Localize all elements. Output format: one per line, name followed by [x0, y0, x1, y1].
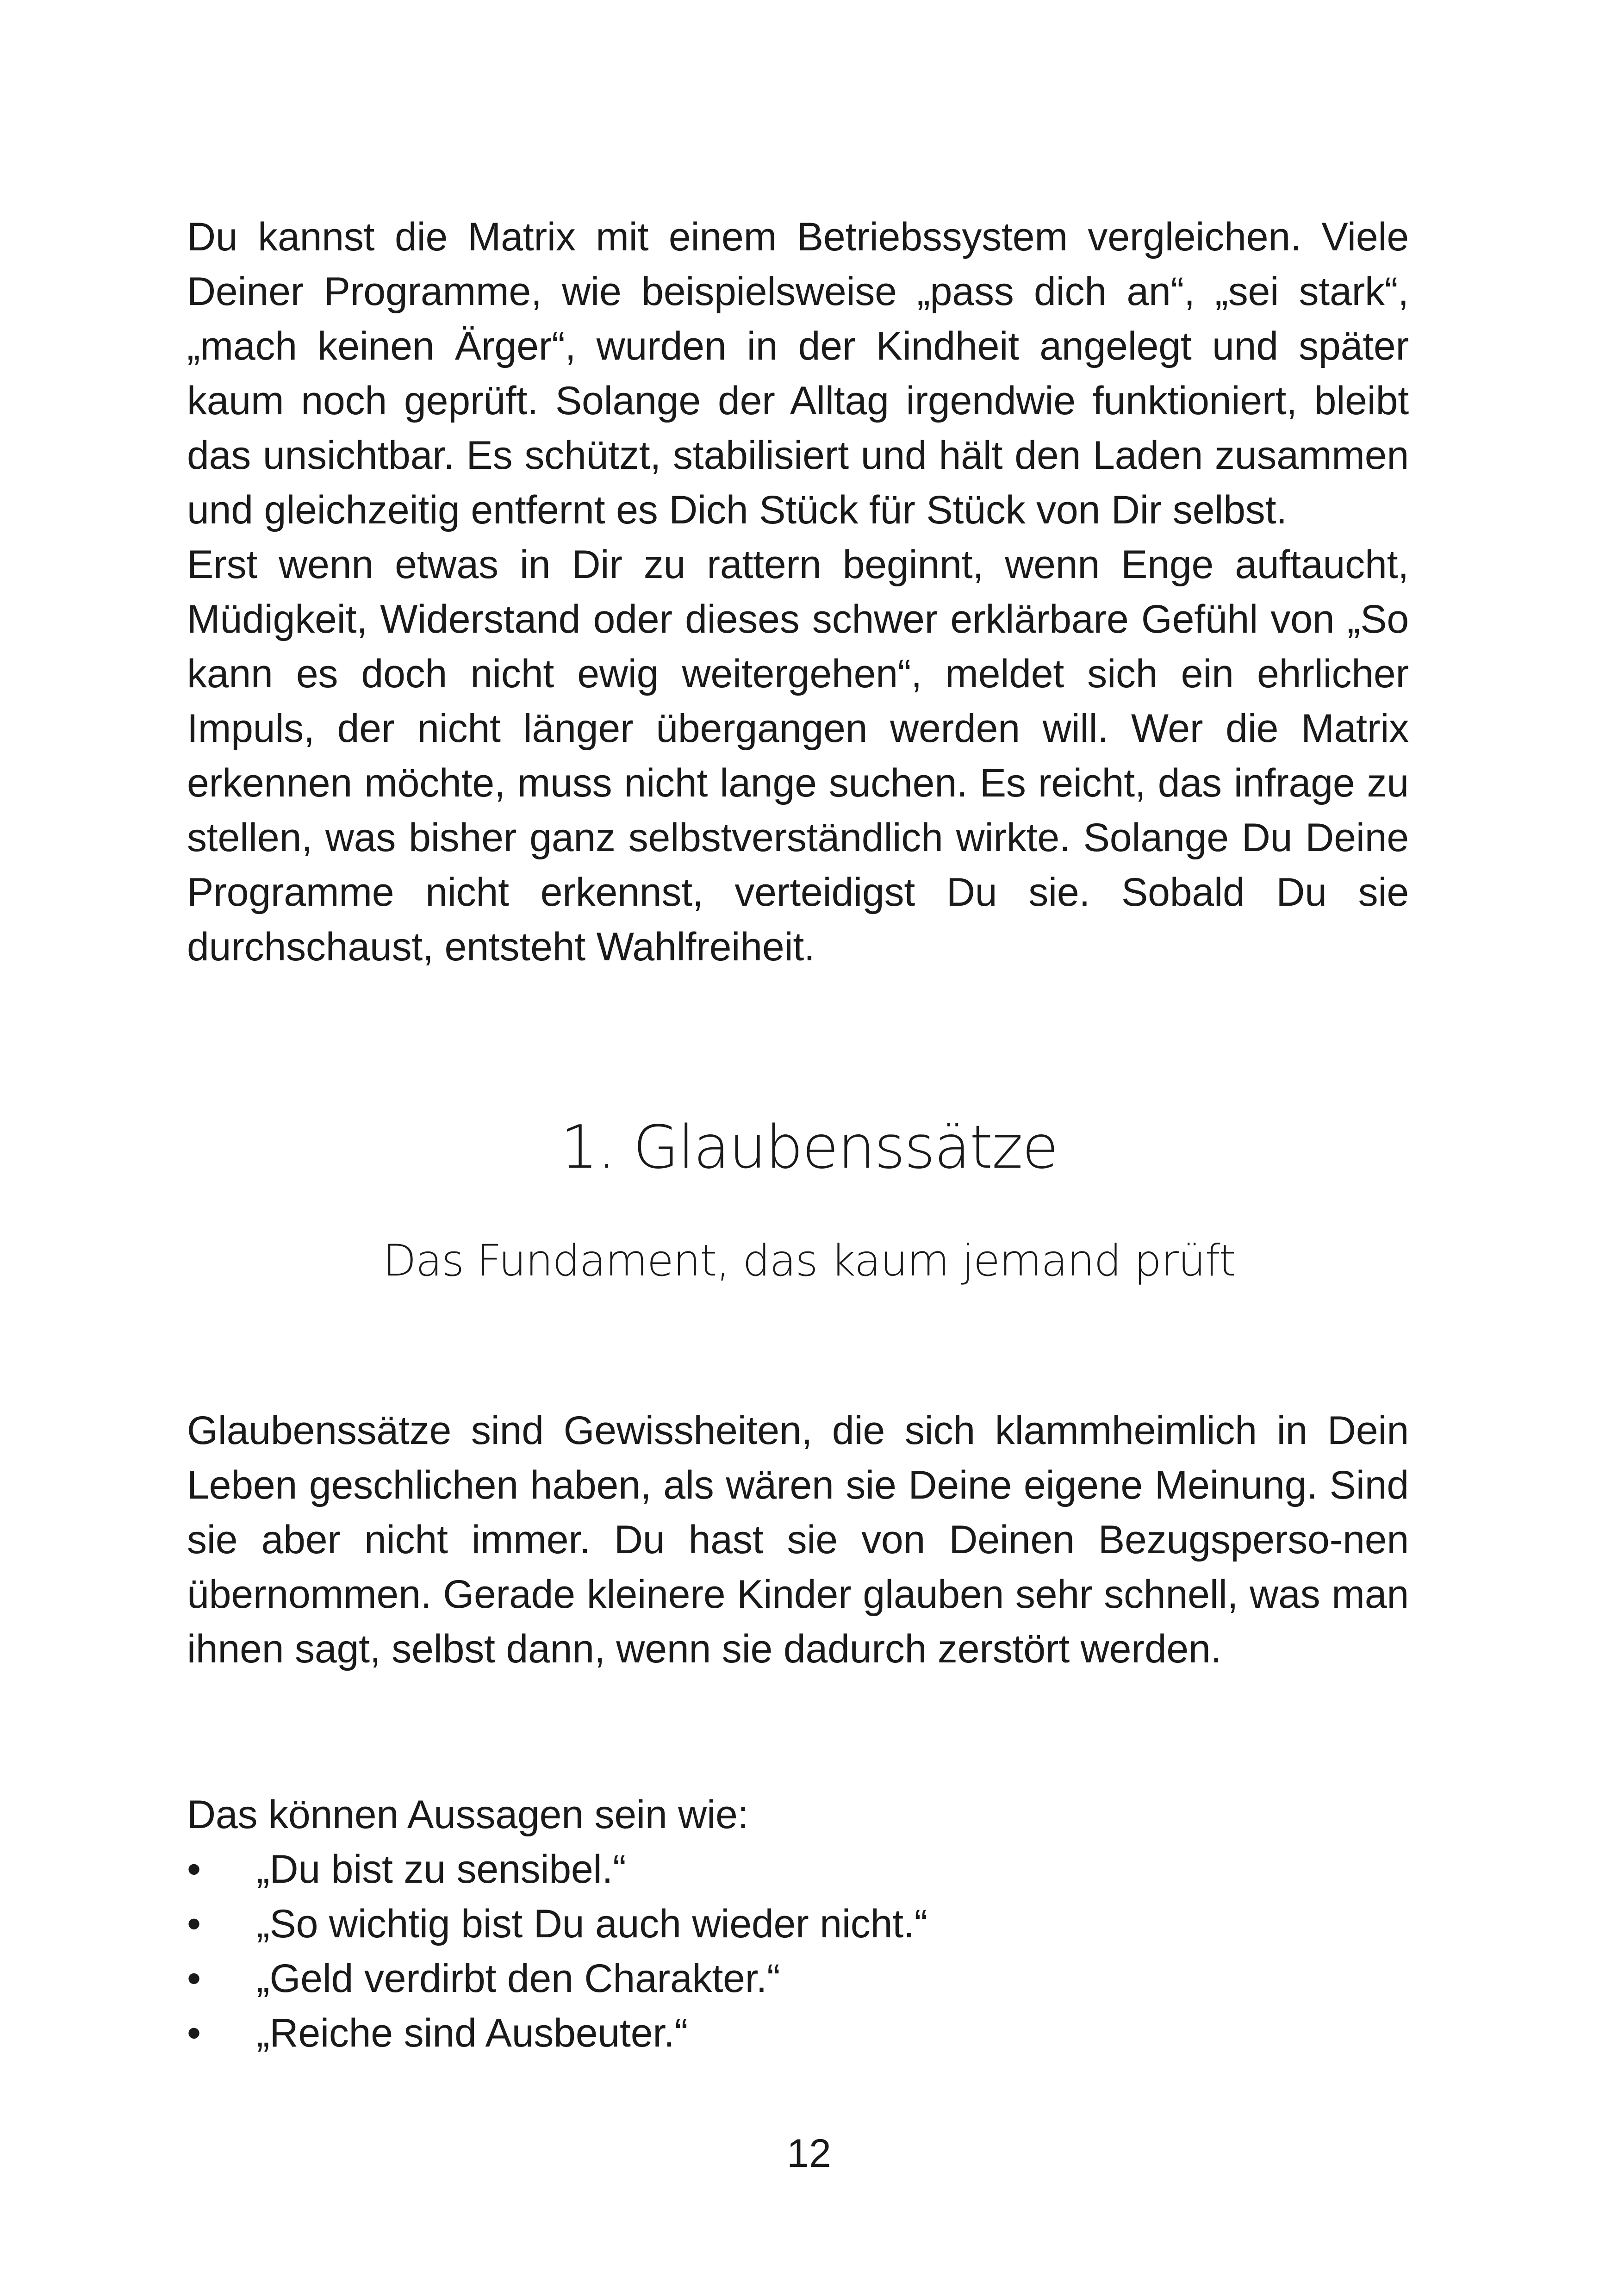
chapter-title: 1. Glaubenssätze: [560, 1113, 1058, 1182]
intro-paragraph-2: Erst wenn etwas in Dir zu rattern beginnt, wenn Enge auftaucht, Müdigkeit, Widerstand oder dieses schwer erklärbare Gefühl von „So kann es doch nicht ewig weitergehen“, meldet sich ein ehrlicher Impuls, der nicht länger übergangen werden will. Wer die Matrix erkennen möchte, muss nicht lange suchen. Es reicht, das infrage zu stellen, was bisher ganz selbstverständlich wirkte. Solange Du Deine Programme nicht erkennst, verteidigst Du sie. Sobald Du sie durchschaust, entsteht Wahlfreiheit.: [187, 542, 1409, 969]
list-item-text: „Geld verdirbt den Charakter.“: [256, 1956, 780, 2001]
list-item: [187, 2006, 1409, 2060]
page-number: 12: [787, 2131, 831, 2176]
intro-text-block: [187, 210, 1409, 974]
list-item: [187, 1897, 1409, 1951]
bullet-icon: •: [187, 1956, 201, 2001]
examples-list: [187, 1842, 1409, 2060]
list-item-text: „Reiche sind Ausbeuter.“: [256, 2011, 688, 2055]
intro-paragraph-1: Du kannst die Matrix mit einem Betriebssystem vergleichen. Viele Deiner Programme, wie beispielsweise „pass dich an“, „sei stark“, „mach keinen Ärger“, wurden in der Kindheit angelegt und später kaum noch geprüft. Solange der Alltag irgendwie funktioniert, bleibt das unsichtbar. Es schützt, stabilisiert und hält den Laden zusammen und gleichzeitig entfernt es Dich Stück für Stück von Dir selbst.: [187, 215, 1409, 532]
bullet-icon: •: [187, 2011, 201, 2055]
bullet-icon: •: [187, 1847, 201, 1892]
section-text-block: [187, 1403, 1409, 1676]
examples-block: [187, 1787, 1409, 2060]
list-item: [187, 1951, 1409, 2006]
chapter-subtitle: Das Fundament, das kaum jemand prüft: [383, 1236, 1235, 1286]
bullet-icon: •: [187, 1902, 201, 1946]
section-paragraph: Glaubenssätze sind Gewissheiten, die sich klammheimlich in Dein Leben geschlichen haben, als wären sie Deine eigene Meinung. Sind sie aber nicht immer. Du hast sie von Deinen Bezugsperso-nen übernommen. Gerade kleinere Kinder glauben sehr schnell, was man ihnen sagt, selbst dann, wenn sie dadurch zerstört werden.: [187, 1408, 1409, 1671]
list-item: [187, 1842, 1409, 1897]
examples-intro: Das können Aussagen sein wie:: [187, 1792, 749, 1837]
list-item-text: „Du bist zu sensibel.“: [256, 1847, 626, 1892]
list-item-text: „So wichtig bist Du auch wieder nicht.“: [256, 1902, 928, 1946]
